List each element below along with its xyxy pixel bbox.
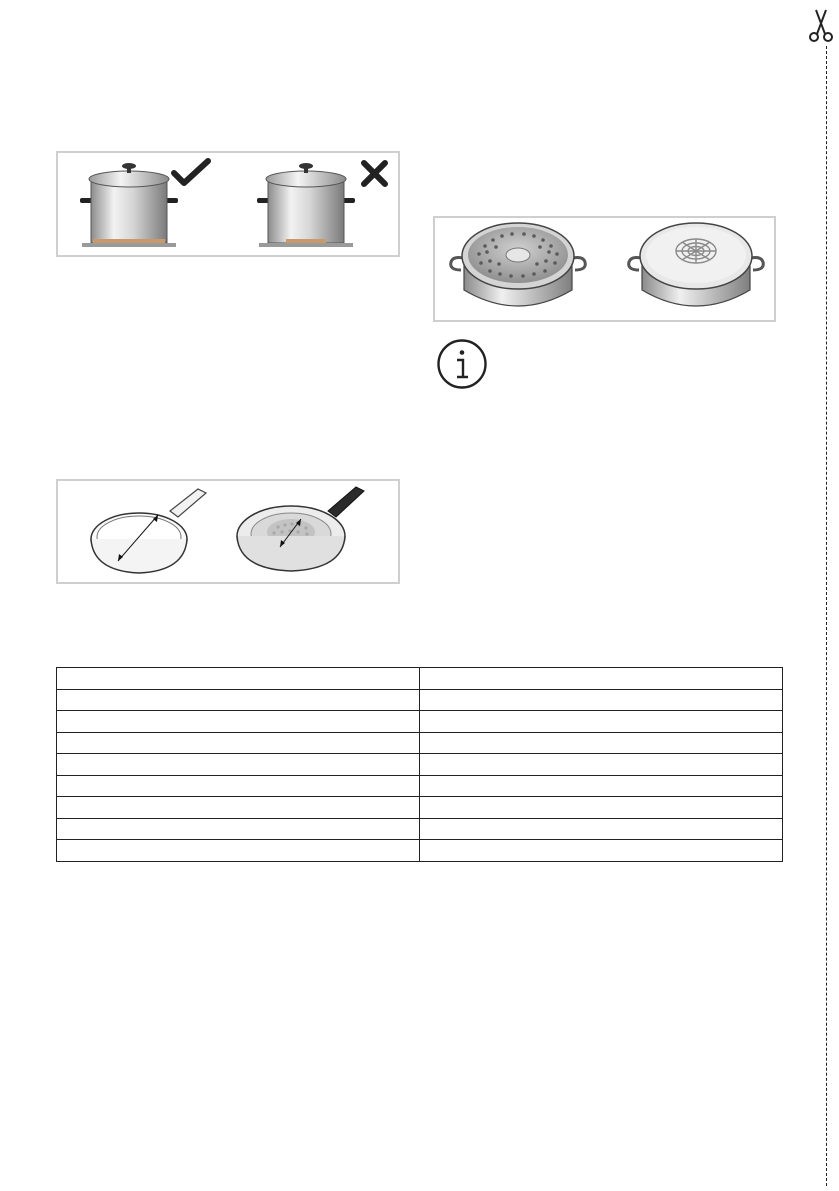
table-cell [57, 668, 420, 690]
pot-bases-figure [433, 216, 776, 322]
table-row [57, 797, 783, 819]
checkmark-icon [174, 161, 208, 183]
incorrect-pot [257, 163, 355, 247]
table-row [57, 689, 783, 711]
table-cell [57, 840, 420, 862]
table-cell [420, 689, 783, 711]
pan-base-diameter [237, 487, 364, 571]
spec-table [56, 667, 783, 862]
table-cell [420, 711, 783, 733]
table-row [57, 840, 783, 862]
table-cell [420, 754, 783, 776]
table-cell [57, 797, 420, 819]
perforated-base-pot [451, 223, 586, 306]
table-cell [57, 775, 420, 797]
table-row [57, 818, 783, 840]
correct-pot [80, 163, 178, 247]
table-row [57, 732, 783, 754]
pan-top-diameter [91, 489, 206, 573]
cut-line [826, 46, 827, 1186]
table-cell [57, 689, 420, 711]
table-cell [420, 840, 783, 862]
cross-icon [364, 163, 385, 184]
table-cell [420, 797, 783, 819]
table-cell [57, 754, 420, 776]
table-cell [57, 818, 420, 840]
pan-diameter-figure [56, 479, 400, 584]
table-cell [420, 668, 783, 690]
table-cell [57, 711, 420, 733]
table-row [57, 775, 783, 797]
table-row [57, 711, 783, 733]
table-cell [420, 775, 783, 797]
ribbed-base-pot [629, 223, 764, 306]
table-row [57, 754, 783, 776]
table-cell [420, 732, 783, 754]
table-row [57, 668, 783, 690]
table-cell [57, 732, 420, 754]
info-icon [436, 338, 488, 390]
scissors-icon [805, 4, 837, 42]
table-cell [420, 818, 783, 840]
pot-size-comparison-figure [56, 151, 400, 257]
